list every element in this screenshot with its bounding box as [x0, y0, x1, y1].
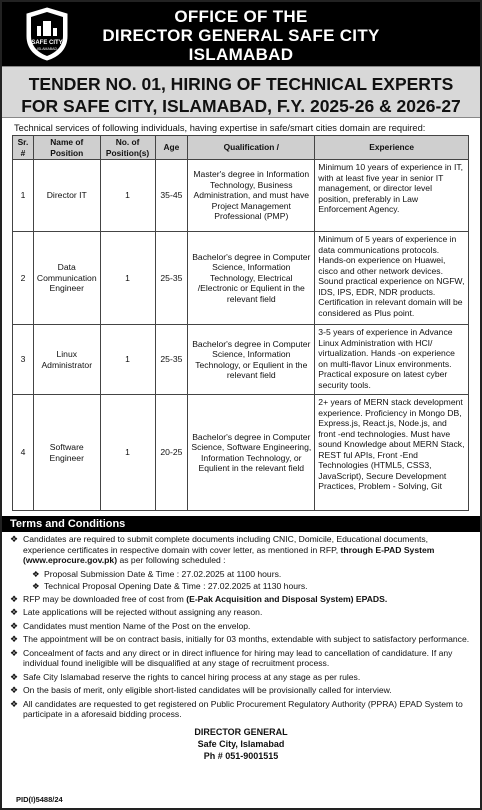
positions-table — [12, 135, 469, 511]
header-position: Name of Position — [33, 136, 100, 160]
star-bullet-icon: ❖ — [10, 671, 19, 682]
cell-sr: 3 — [13, 325, 34, 395]
tender-title — [2, 66, 480, 118]
cell-position: Linux Administrator — [33, 325, 100, 395]
term-2-text: RFP may be downloaded free of cost from — [23, 593, 184, 604]
schedule-item — [10, 581, 470, 592]
cell-experience: 3-5 years of experience in Advance Linux Administration with HCI/ virtualization. Hands -on experience on multi-flavor Linux environments. Practical exposure on latest cyber security tools. — [315, 325, 469, 395]
cell-count: 1 — [100, 325, 155, 395]
cell-experience: Minimum of 5 years of experience in data communications protocols. Hands-on experience on Huawei, cisco and other network devices. Sound practical experience on NGFW, IDS, IPS, EDR, NDR products. Certification in relevant domain will be considered as Plus point. — [315, 232, 469, 325]
tender-line-2: FOR SAFE CITY, ISLAMABAD, F.Y. 2025-26 & 2026-27 — [21, 96, 461, 116]
star-bullet-icon: ❖ — [32, 581, 40, 591]
term-item — [10, 621, 470, 632]
footer-phone: Ph # 051-9001515 — [203, 750, 279, 761]
office-line-3: ISLAMABAD — [188, 45, 294, 64]
cell-age: 25-35 — [155, 325, 188, 395]
term-5-text: The appointment will be on contract basis, initially for 03 months, extendable with subject to satisfactory performance. — [23, 634, 470, 644]
cell-age: 35-45 — [155, 160, 188, 232]
term-item — [10, 672, 470, 683]
term-1-tail: as per following scheduled : — [119, 555, 226, 565]
header-count: No. of Position(s) — [100, 136, 155, 160]
header-sr: Sr. # — [13, 136, 34, 160]
header-qualification: Qualification / — [188, 136, 315, 160]
star-bullet-icon: ❖ — [10, 593, 19, 604]
office-line-2: DIRECTOR GENERAL SAFE CITY — [102, 26, 380, 45]
term-1-epad: through E-PAD System (www.eprocure.gov.pk) — [23, 544, 435, 565]
table-header-row — [13, 136, 469, 160]
cell-age: 20-25 — [155, 395, 188, 511]
schedule-submission: Proposal Submission Date & Time : 27.02.2025 at 1100 hours. — [44, 568, 282, 579]
cell-position: Director IT — [33, 160, 100, 232]
term-item — [10, 699, 470, 720]
star-bullet-icon: ❖ — [10, 647, 19, 658]
logo-text: SAFE CITY — [31, 40, 63, 46]
cell-count: 1 — [100, 232, 155, 325]
cell-qualification: Bachelor's degree in Computer Science, Software Engineering, Information Technology, or Equlient in the relevant field — [188, 395, 315, 511]
star-bullet-icon: ❖ — [10, 620, 19, 631]
cell-sr: 2 — [13, 232, 34, 325]
table-row — [13, 160, 469, 232]
cell-position: Data Communication Engineer — [33, 232, 100, 325]
footer-title: DIRECTOR GENERAL — [194, 726, 288, 737]
cell-position: Software Engineer — [33, 395, 100, 511]
term-item — [10, 534, 470, 566]
header-age: Age — [155, 136, 188, 160]
star-bullet-icon: ❖ — [10, 685, 19, 695]
cell-count: 1 — [100, 160, 155, 232]
star-bullet-icon: ❖ — [10, 634, 19, 644]
schedule-opening: Technical Proposal Opening Date & Time : 27.02.2025 at 1130 hours. — [44, 581, 308, 591]
header-experience: Experience — [315, 136, 469, 160]
office-line-1: OFFICE OF THE — [174, 7, 308, 26]
term-7-text: Safe City Islamabad reserve the rights to cancel hiring process at any stage as per rules. — [23, 671, 361, 682]
cell-experience: 2+ years of MERN stack development experience. Proficiency in Mongo DB, Express.js, React.js, Node.js, and front -end technologies. Must have sound Knowledge about MERN Stack, REST ful APIs, Front -End Technologies (HTML5, CSS3, JavaScript), Secure Development Practices, Problem - Solving, Git — [315, 395, 469, 511]
term-4-text: Candidates must mention Name of the Post on the envelop. — [23, 620, 251, 631]
term-1-text: Candidates are required to submit complete documents including CNIC, Domicile, Educational documents, experience certificates in respective domain with cover letter, as mentioned in RFP, — [23, 534, 429, 555]
term-9-text: All candidates are requested to get registered on Public Procurement Regulatory Authority (PPRA) EPAD System to participate in a aforesaid bidding process. — [23, 698, 463, 719]
term-item — [10, 594, 470, 605]
cell-qualification: Bachelor's degree in Computer Science, Information Technology, or Equlient in the relevant field — [188, 325, 315, 395]
header-banner — [2, 2, 480, 66]
cell-sr: 1 — [13, 160, 34, 232]
cell-qualification: Master's degree in Information Technology, Business Administration, and must have Project Management Professional (PMP) — [188, 160, 315, 232]
cell-experience: Minimum 10 years of experience in IT, with at least five year in senior IT management, or director level position, preferably in Law Enforcement Agency. — [315, 160, 469, 232]
term-item — [10, 685, 470, 696]
safe-city-logo — [24, 6, 70, 62]
logo-subtext: ISLAMABAD — [36, 47, 58, 51]
term-3-text: Late applications will be rejected without assigning any reason. — [23, 607, 263, 617]
star-bullet-icon: ❖ — [32, 568, 40, 579]
signature-block — [2, 726, 480, 762]
pid-number: PID(I)5488/24 — [16, 795, 63, 804]
cell-age: 25-35 — [155, 232, 188, 325]
star-bullet-icon: ❖ — [10, 607, 19, 617]
term-item — [10, 634, 470, 645]
terms-heading: Terms and Conditions — [2, 516, 480, 532]
term-2-epads: (E-Pak Acquisition and Disposal System) EPADS. — [186, 593, 388, 604]
star-bullet-icon: ❖ — [10, 534, 19, 544]
office-title — [2, 2, 480, 64]
term-item — [10, 648, 470, 669]
term-8-text: On the basis of merit, only eligible short-listed candidates will be provisionally called for interview. — [23, 685, 392, 695]
schedule-item — [10, 569, 470, 580]
star-bullet-icon: ❖ — [10, 698, 19, 709]
cell-count: 1 — [100, 395, 155, 511]
cell-qualification: Bachelor's degree in Computer Science, Information Technology, Electrical /Electronic or Equlient in the relevant field — [188, 232, 315, 325]
term-item — [10, 607, 470, 618]
term-6-text: Concealment of facts and any direct or in direct influence for hiring may lead to cancellation of candidature. If any individual found ineligible will be disqualified at any stage of recruitment process. — [23, 647, 453, 668]
table-row — [13, 325, 469, 395]
cell-sr: 4 — [13, 395, 34, 511]
table-row — [13, 395, 469, 511]
tender-line-1: TENDER NO. 01, HIRING OF TECHNICAL EXPERTS — [28, 74, 454, 94]
terms-list — [2, 532, 480, 720]
intro-text: Technical services of following individuals, having expertise in safe/smart cities domain are required: — [14, 123, 426, 133]
footer-org: Safe City, Islamabad — [197, 738, 285, 749]
table-row — [13, 232, 469, 325]
